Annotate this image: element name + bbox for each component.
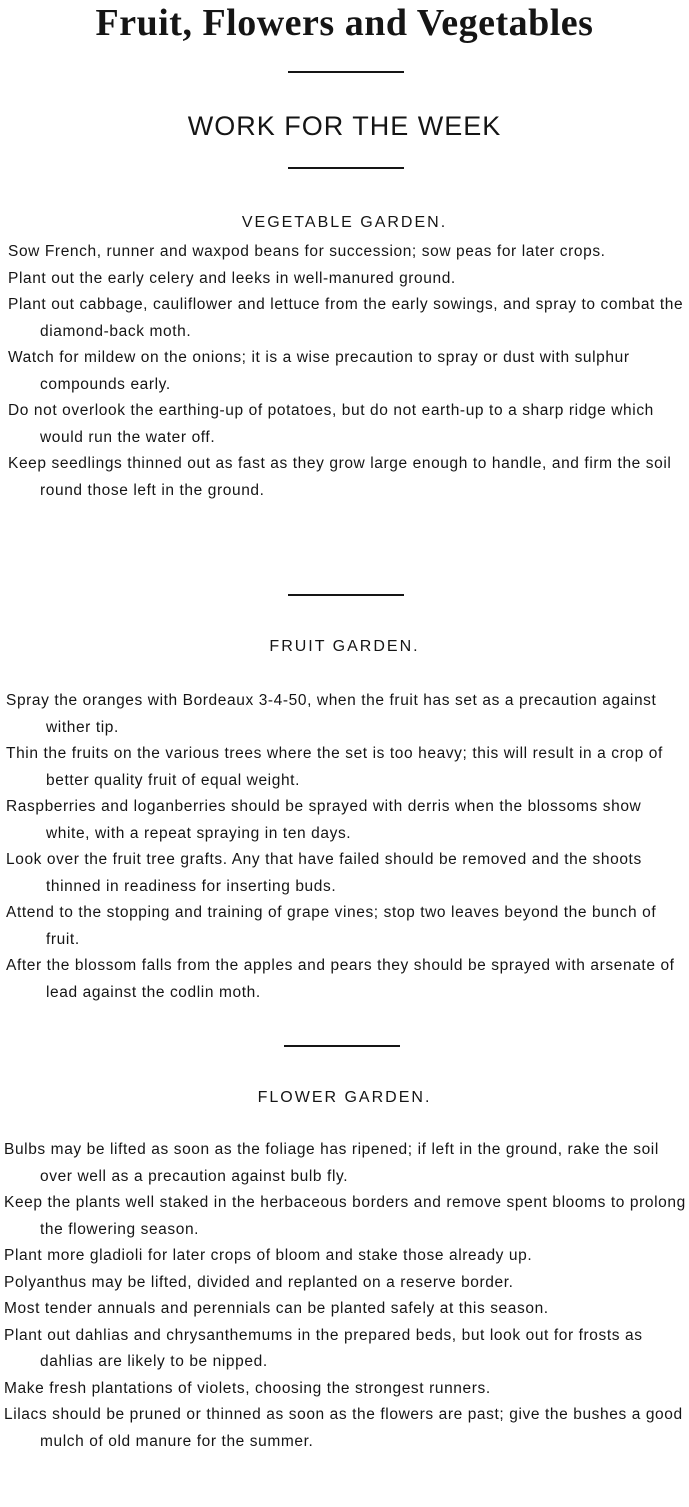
flower-list: [0, 1137, 689, 1455]
list-item: Plant more gladioli for later crops of bloom and stake those already up.: [4, 1247, 533, 1264]
list-item: Raspberries and loganberries should be sprayed with derris when the blossoms show white, with a repeat spraying in ten days.: [6, 798, 642, 842]
divider-rule: [288, 71, 404, 73]
list-item: After the blossom falls from the apples and pears they should be sprayed with arsenate of lead against the codlin moth.: [6, 957, 675, 1001]
masthead-title: Fruit, Flowers and Vegetables: [95, 2, 594, 44]
list-item: Polyanthus may be lifted, divided and replanted on a reserve border.: [4, 1273, 514, 1291]
list-item: Keep the plants well staked in the herbaceous borders and remove spent blooms to prolong the flowering season.: [4, 1194, 686, 1238]
list-item: Keep seedlings thinned out as fast as they grow large enough to handle, and firm the soil round those left in the ground.: [8, 455, 672, 499]
vegetable-list: [0, 239, 689, 504]
list-item: Lilacs should be pruned or thinned as soon as the flowers are past; give the bushes a good mulch of old manure for the summer.: [4, 1406, 683, 1450]
list-item: Most tender annuals and perennials can be planted safely at this season.: [4, 1300, 549, 1317]
list-item: Thin the fruits on the various trees where the set is too heavy; this will result in a crop of better quality fruit of equal weight.: [6, 745, 663, 789]
section-title-flower: FLOWER GARDEN.: [257, 1089, 432, 1106]
divider-rule: [284, 1045, 400, 1047]
list-item: Do not overlook the earthing-up of potatoes, but do not earth-up to a sharp ridge which would run the water off.: [8, 402, 654, 446]
list-item: Make fresh plantations of violets, choosing the strongest runners.: [4, 1379, 491, 1397]
list-item: Look over the fruit tree grafts. Any that have failed should be removed and the shoots thinned in readiness for inserting buds.: [6, 851, 642, 895]
list-item: Bulbs may be lifted as soon as the foliage has ripened; if left in the ground, rake the soil over well as a precaution against bulb fly.: [4, 1141, 659, 1185]
list-item: Plant out the early celery and leeks in well-manured ground.: [8, 269, 456, 287]
list-item: Plant out cabbage, cauliflower and lettuce from the early sowings, and spray to combat the diamond-back moth.: [8, 296, 684, 340]
fruit-list: [0, 688, 689, 1006]
section-title-vegetable: VEGETABLE GARDEN.: [241, 214, 448, 231]
list-item: Watch for mildew on the onions; it is a wise precaution to spray or dust with sulphur compounds early.: [8, 349, 630, 393]
list-item: Attend to the stopping and training of grape vines; stop two leaves beyond the bunch of fruit.: [6, 904, 657, 948]
list-item: Sow French, runner and waxpod beans for succession; sow peas for later crops.: [8, 243, 606, 260]
page-subheading: WORK FOR THE WEEK: [187, 111, 502, 141]
section-title-fruit: FRUIT GARDEN.: [269, 638, 420, 655]
divider-rule: [288, 594, 404, 596]
list-item: Spray the oranges with Bordeaux 3-4-50, when the fruit has set as a precaution against wither tip.: [6, 692, 657, 736]
divider-rule: [288, 167, 404, 169]
list-item: Plant out dahlias and chrysanthemums in the prepared beds, but look out for frosts as dahlias are likely to be nipped.: [4, 1326, 643, 1370]
